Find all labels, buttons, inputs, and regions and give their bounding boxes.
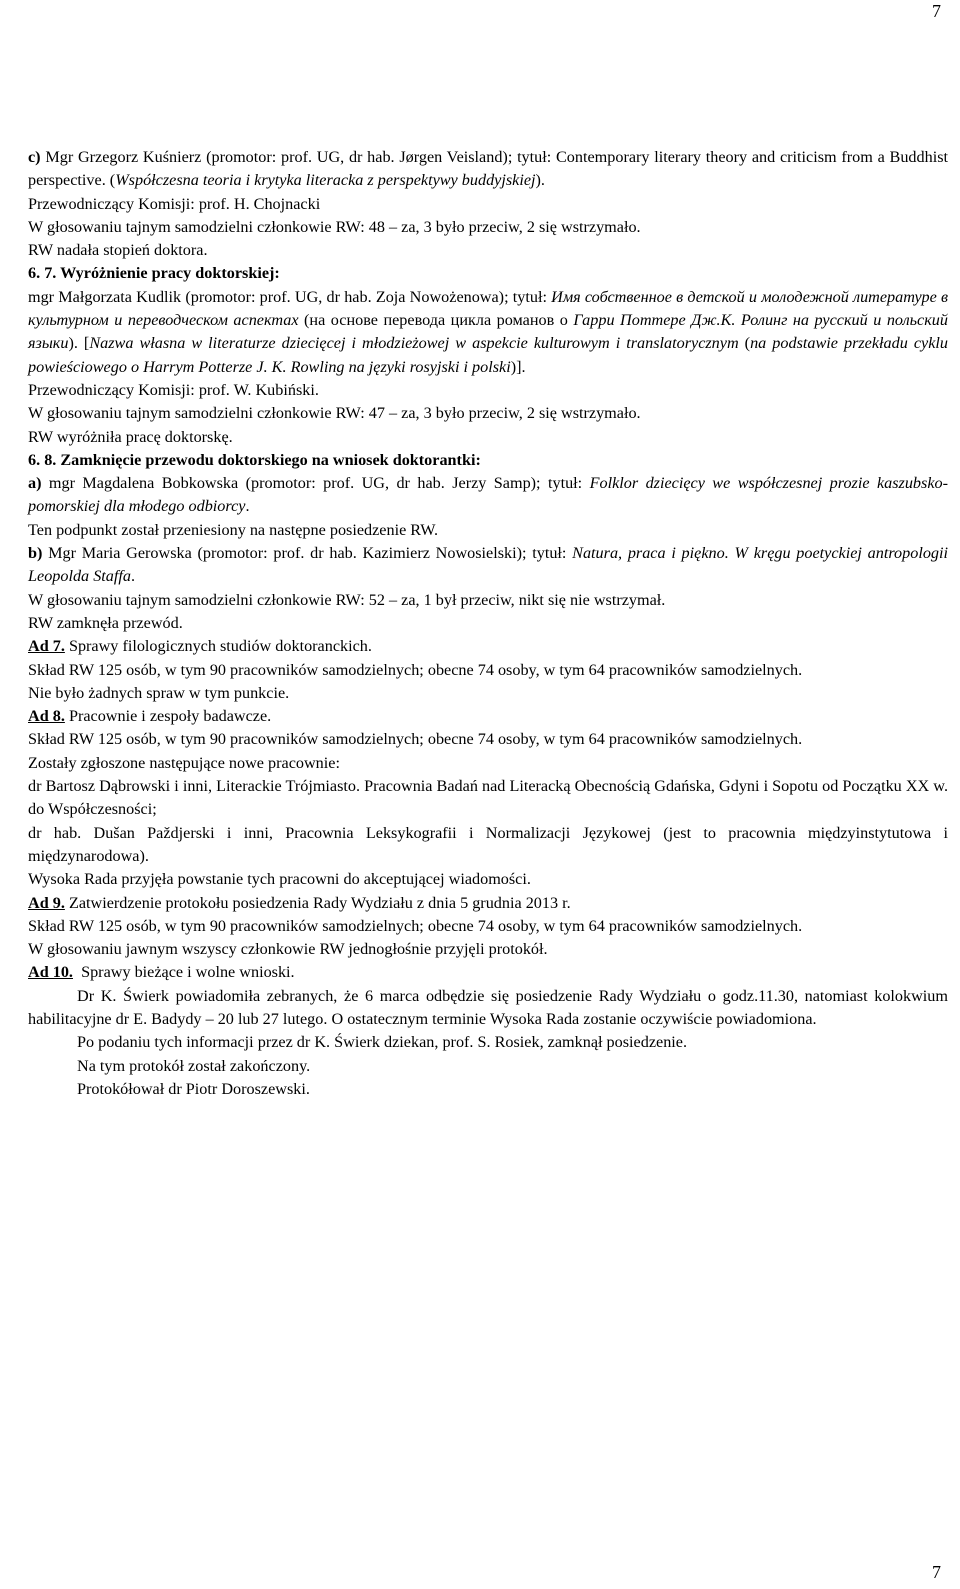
agenda-marker: Ad 8. xyxy=(28,707,65,726)
agenda-ad-7 xyxy=(28,635,948,658)
entry-text: )]. xyxy=(510,357,526,376)
vote-result: W głosowaniu tajnym samodzielni członkowie RW: 47 – za, 3 było przeciw, 2 się wstrzymało. xyxy=(28,404,641,423)
agenda-title: Zatwierdzenie protokołu posiedzenia Rady Wydziału z dnia 5 grudnia 2013 r. xyxy=(64,893,571,912)
committee-chair: Przewodniczący Komisji: prof. H. Chojnacki xyxy=(28,194,321,213)
page-number-top: 7 xyxy=(932,1,941,21)
item-title: Natura, praca i piękno. W kręgu poetyckiej antropologii Leopolda Staffa xyxy=(28,544,948,586)
entry-text: ( xyxy=(738,334,751,353)
agenda-title: Pracownie i zespoły badawcze. xyxy=(64,707,272,726)
item-marker: c) xyxy=(28,148,41,166)
resolution: RW zamknęła przewód. xyxy=(28,613,183,632)
vote-result: W głosowaniu jawnym wszyscy członkowie RW jednogłośnie przyjęli protokół. xyxy=(28,940,548,959)
entry-text: mgr Małgorzata Kudlik (promotor: prof. UG, dr hab. Zoja Nowożenowa); tytuł: xyxy=(28,287,552,306)
lab-entry: dr hab. Dušan Paždjerski i inni, Pracownia Leksykografii i Normalizacji Językowej (jest to pracownia międzyinstytutowa i międzynarodowa). xyxy=(28,823,948,865)
item-c-doctoral-defense xyxy=(28,146,948,193)
document-body xyxy=(28,146,948,1101)
item-text: . xyxy=(130,567,136,586)
resolution: RW wyróżniła pracę doktorskę. xyxy=(28,427,233,446)
title-russian: Имя собственное в детской и молодежной литературе в культурном и переводческом аспектах xyxy=(28,287,948,330)
heading-text: 6. 8. Zamknięcie przewodu doktorskiego na wniosek doktorantki: xyxy=(28,450,481,469)
agenda-ad-10 xyxy=(28,961,948,984)
agenda-marker: Ad 7. xyxy=(28,637,65,656)
lab-entry: dr Bartosz Dąbrowski i inni, Literackie Trójmiasto. Pracownia Badań nad Literacką Obecnością Gdańska, Gdyni i Sopotu od Początku XX w. do Współczesności; xyxy=(28,777,948,819)
closing-note: Po podaniu tych informacji przez dr K. Świerk dziekan, prof. S. Rosiek, zamknął posiedzenie. xyxy=(77,1033,688,1052)
announcement: Dr K. Świerk powiadomiła zebranych, że 6 marca odbędzie się posiedzenie Rady Wydziału o godz.11.30, natomiast kolokwium habilitacyjne dr E. Badydy – 20 lub 27 lutego. O ostatecznym terminie Wysoka Rada zostanie oczywiście powiadomiona. xyxy=(28,986,948,1028)
item-text: Mgr Grzegorz Kuśnierz (promotor: prof. UG, dr hab. Jørgen Veisland); tytuł: Contemporary literary theory and criticism from a Buddhist perspective. ( xyxy=(28,148,948,190)
vote-result: W głosowaniu tajnym samodzielni członkowie RW: 52 – za, 1 był przeciw, nikt się nie wstrzymał. xyxy=(28,590,666,609)
committee-chair: Przewodniczący Komisji: prof. W. Kubiński. xyxy=(28,380,319,399)
heading-text: 6. 7. Wyróżnienie pracy doktorskiej: xyxy=(28,264,280,283)
title-polish: na podstawie przekładu cyklu powieściowego o Harrym Potterze J. K. Rowling na języki rosyjski i polski xyxy=(28,334,948,376)
item-b-closure xyxy=(28,542,948,589)
section-heading-6-8 xyxy=(28,449,948,472)
item-title-translation: Współczesna teoria i krytyka literacka z perspektywy buddyjskiej xyxy=(115,171,536,190)
agenda-note: Nie było żadnych spraw w tym punkcie. xyxy=(28,683,290,702)
item-marker: a) xyxy=(28,474,42,493)
closing-note: Na tym protokół został zakończony. xyxy=(77,1056,311,1075)
minutes-author: Protokółował dr Piotr Doroszewski. xyxy=(77,1079,310,1098)
item-text: ). xyxy=(535,171,545,190)
distinction-entry xyxy=(28,286,948,379)
section-heading-6-7 xyxy=(28,262,948,285)
agenda-ad-9 xyxy=(28,892,948,915)
item-text: Mgr Maria Gerowska (promotor: prof. dr hab. Kazimierz Nowosielski); tytuł: xyxy=(42,544,573,563)
council-composition: Skład RW 125 osób, w tym 90 pracowników samodzielnych; obecne 74 osoby, w tym 64 pracowników samodzielnych. xyxy=(28,660,803,679)
page-number-bottom: 7 xyxy=(932,1562,941,1582)
agenda-marker: Ad 9. xyxy=(28,893,65,912)
agenda-note: Zostały zgłoszone następujące nowe pracownie: xyxy=(28,753,340,772)
item-text: mgr Magdalena Bobkowska (promotor: prof. UG, dr hab. Jerzy Samp); tytuł: xyxy=(41,474,590,493)
resolution: RW nadała stopień doktora. xyxy=(28,241,208,260)
agenda-marker: Ad 10. xyxy=(28,963,73,982)
item-a-closure xyxy=(28,472,948,519)
item-marker: b) xyxy=(28,544,43,563)
agenda-ad-8 xyxy=(28,705,948,728)
item-text: . xyxy=(245,497,250,516)
agenda-title: Sprawy filologicznych studiów doktoranckich. xyxy=(64,637,372,656)
agenda-title: Sprawy bieżące i wolne wnioski. xyxy=(72,963,295,982)
entry-text: ). [ xyxy=(68,334,90,353)
postponement-note: Ten podpunkt został przeniesiony na następne posiedzenie RW. xyxy=(28,520,439,539)
entry-text: (на основе перевода цикла романов о xyxy=(298,311,574,330)
title-polish: Nazwa własna w literaturze dziecięcej i młodzieżowej w aspekcie kulturowym i translatorycznym xyxy=(89,334,739,353)
title-russian: Гарри Поттере Дж.К. Ролинг на русский и польский языки xyxy=(28,311,948,353)
vote-result: W głosowaniu tajnym samodzielni członkowie RW: 48 – za, 3 było przeciw, 2 się wstrzymało. xyxy=(28,217,641,236)
item-title: Folklor dziecięcy we współczesnej prozie kaszubsko-pomorskiej dla młodego odbiorcy xyxy=(28,474,948,516)
council-composition: Skład RW 125 osób, w tym 90 pracowników samodzielnych; obecne 74 osoby, w tym 64 pracowników samodzielnych. xyxy=(28,916,803,935)
council-composition: Skład RW 125 osób, w tym 90 pracowników samodzielnych; obecne 74 osoby, w tym 64 pracowników samodzielnych. xyxy=(28,730,803,749)
agenda-note: Wysoka Rada przyjęła powstanie tych pracowni do akceptującej wiadomości. xyxy=(28,870,531,889)
